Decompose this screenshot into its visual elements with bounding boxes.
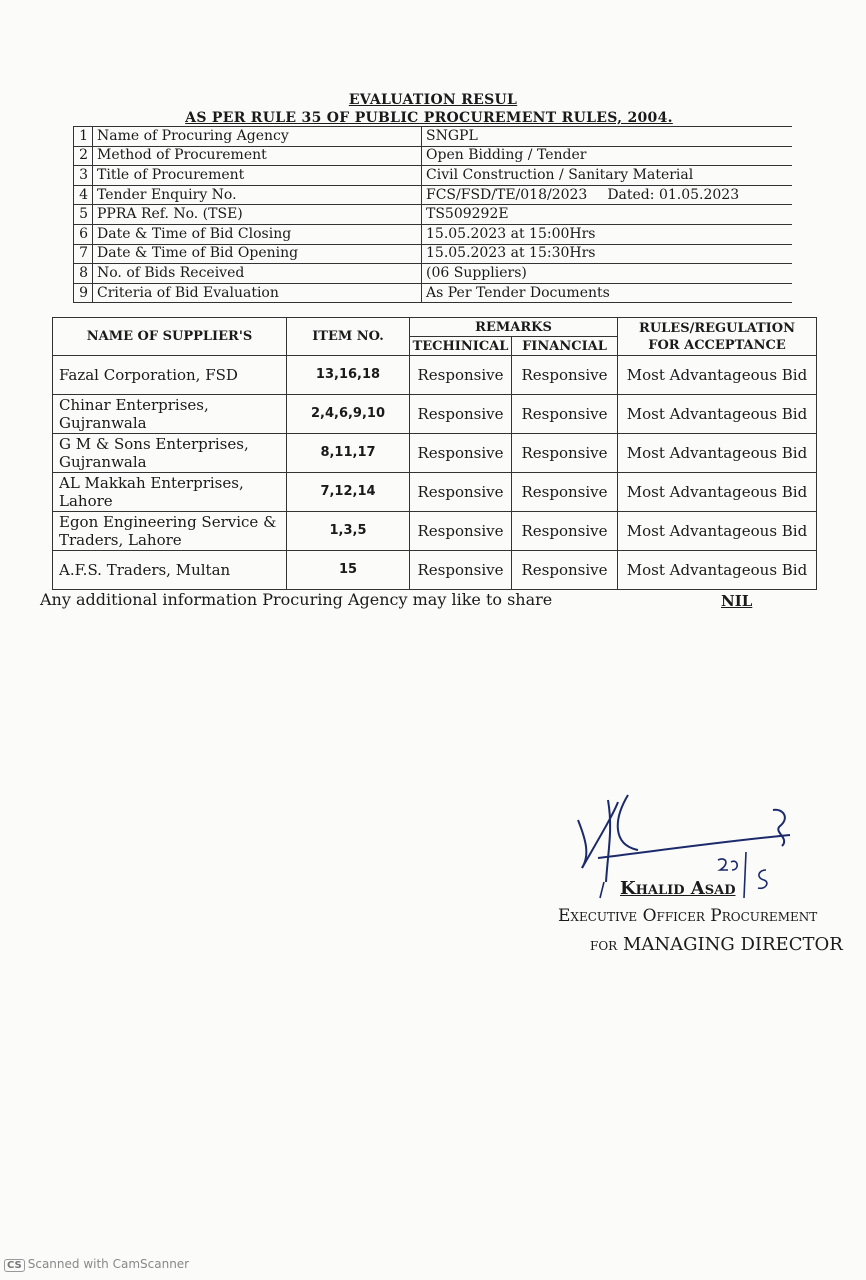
info-value bbox=[422, 244, 793, 264]
info-number: 6 bbox=[74, 224, 93, 244]
table-row bbox=[53, 473, 817, 512]
info-row bbox=[74, 127, 793, 147]
info-label: No. of Bids Received bbox=[93, 264, 422, 284]
info-row bbox=[74, 146, 793, 166]
camscanner-logo-icon: CS bbox=[4, 1259, 25, 1272]
info-row bbox=[74, 185, 793, 205]
additional-info-label: Any additional information Procuring Agency may like to share bbox=[40, 590, 553, 609]
info-number: 7 bbox=[74, 244, 93, 264]
header-financial: FINANCIAL bbox=[512, 337, 618, 356]
info-value-text: TS509292E bbox=[426, 206, 509, 223]
info-value-text: 15.05.2023 at 15:00Hrs bbox=[426, 225, 596, 242]
header-rules bbox=[618, 318, 817, 356]
supplier-name: A.F.S. Traders, Multan bbox=[53, 551, 287, 590]
for-word: for bbox=[590, 935, 618, 955]
acceptance-rule: Most Advantageous Bid bbox=[618, 356, 817, 395]
header-remarks: REMARKS bbox=[410, 318, 618, 337]
info-label: Title of Procurement bbox=[93, 166, 422, 186]
acceptance-rule: Most Advantageous Bid bbox=[618, 512, 817, 551]
info-value-text: SNGPL bbox=[426, 127, 478, 144]
info-label: Criteria of Bid Evaluation bbox=[93, 283, 422, 303]
supplier-name: Fazal Corporation, FSD bbox=[53, 356, 287, 395]
technical-remark: Responsive bbox=[410, 473, 512, 512]
info-row bbox=[74, 205, 793, 225]
table-row bbox=[53, 434, 817, 473]
info-row bbox=[74, 224, 793, 244]
info-value bbox=[422, 264, 793, 284]
item-numbers: 15 bbox=[287, 551, 410, 590]
acceptance-rule: Most Advantageous Bid bbox=[618, 434, 817, 473]
signatory-name: Khalid Asad bbox=[620, 878, 736, 899]
info-number: 9 bbox=[74, 283, 93, 303]
camscanner-watermark bbox=[4, 1257, 189, 1272]
info-number: 1 bbox=[74, 127, 93, 147]
info-label: Method of Procurement bbox=[93, 146, 422, 166]
info-value-text: Civil Construction / Sanitary Material bbox=[426, 166, 694, 183]
info-number: 3 bbox=[74, 166, 93, 186]
info-value-text: (06 Suppliers) bbox=[426, 264, 527, 281]
info-value-text: FCS/FSD/TE/018/2023 bbox=[426, 186, 588, 203]
technical-remark: Responsive bbox=[410, 395, 512, 434]
header-rules-line2: FOR ACCEPTANCE bbox=[648, 337, 786, 353]
for-whom: MANAGING DIRECTOR bbox=[622, 934, 843, 955]
camscanner-text: Scanned with CamScanner bbox=[27, 1257, 190, 1271]
additional-info-value: NIL bbox=[721, 592, 753, 610]
info-label: Name of Procuring Agency bbox=[93, 127, 422, 147]
table-row bbox=[53, 512, 817, 551]
info-number: 2 bbox=[74, 146, 93, 166]
technical-remark: Responsive bbox=[410, 356, 512, 395]
info-row bbox=[74, 244, 793, 264]
info-value bbox=[422, 205, 793, 225]
supplier-name: Chinar Enterprises, Gujranwala bbox=[53, 395, 287, 434]
item-numbers: 13,16,18 bbox=[287, 356, 410, 395]
item-numbers: 1,3,5 bbox=[287, 512, 410, 551]
document-title: EVALUATION RESUL bbox=[348, 92, 518, 108]
financial-remark: Responsive bbox=[512, 356, 618, 395]
info-number: 5 bbox=[74, 205, 93, 225]
info-label: Date & Time of Bid Closing bbox=[93, 224, 422, 244]
info-label: Date & Time of Bid Opening bbox=[93, 244, 422, 264]
info-number: 4 bbox=[74, 185, 93, 205]
info-row bbox=[74, 283, 793, 303]
acceptance-rule: Most Advantageous Bid bbox=[618, 551, 817, 590]
procurement-info-table bbox=[73, 126, 792, 303]
acceptance-rule: Most Advantageous Bid bbox=[618, 473, 817, 512]
signatory-on-behalf bbox=[590, 934, 843, 955]
financial-remark: Responsive bbox=[512, 512, 618, 551]
info-number: 8 bbox=[74, 264, 93, 284]
technical-remark: Responsive bbox=[410, 512, 512, 551]
info-value-text: Open Bidding / Tender bbox=[426, 147, 587, 164]
header-rules-line1: RULES/REGULATION bbox=[639, 320, 795, 336]
financial-remark: Responsive bbox=[512, 395, 618, 434]
header-item-no: ITEM NO. bbox=[287, 318, 410, 356]
financial-remark: Responsive bbox=[512, 473, 618, 512]
info-value bbox=[422, 283, 793, 303]
table-row bbox=[53, 551, 817, 590]
header-supplier-name: NAME OF SUPPLIER'S bbox=[53, 318, 287, 356]
info-value bbox=[422, 146, 793, 166]
financial-remark: Responsive bbox=[512, 434, 618, 473]
suppliers-table bbox=[52, 317, 817, 590]
financial-remark: Responsive bbox=[512, 551, 618, 590]
info-row bbox=[74, 264, 793, 284]
supplier-name: Egon Engineering Service & Traders, Lahore bbox=[53, 512, 287, 551]
supplier-name: AL Makkah Enterprises, Lahore bbox=[53, 473, 287, 512]
table-row bbox=[53, 395, 817, 434]
info-value bbox=[422, 127, 793, 147]
header-technical: TECHINICAL bbox=[410, 337, 512, 356]
item-numbers: 7,12,14 bbox=[287, 473, 410, 512]
technical-remark: Responsive bbox=[410, 434, 512, 473]
info-value bbox=[422, 185, 793, 205]
document-subtitle: AS PER RULE 35 OF PUBLIC PROCUREMENT RULES, 2004. bbox=[185, 110, 673, 126]
item-numbers: 2,4,6,9,10 bbox=[287, 395, 410, 434]
info-value bbox=[422, 224, 793, 244]
supplier-name: G M & Sons Enterprises, Gujranwala bbox=[53, 434, 287, 473]
item-numbers: 8,11,17 bbox=[287, 434, 410, 473]
info-row bbox=[74, 166, 793, 186]
technical-remark: Responsive bbox=[410, 551, 512, 590]
acceptance-rule: Most Advantageous Bid bbox=[618, 395, 817, 434]
signatory-title: Executive Officer Procurement bbox=[558, 906, 818, 926]
table-row bbox=[53, 356, 817, 395]
info-label: PPRA Ref. No. (TSE) bbox=[93, 205, 422, 225]
info-label: Tender Enquiry No. bbox=[93, 185, 422, 205]
info-value bbox=[422, 166, 793, 186]
info-extra: Dated: 01.05.2023 bbox=[607, 186, 740, 203]
info-value-text: As Per Tender Documents bbox=[426, 284, 610, 301]
info-value-text: 15.05.2023 at 15:30Hrs bbox=[426, 245, 596, 262]
